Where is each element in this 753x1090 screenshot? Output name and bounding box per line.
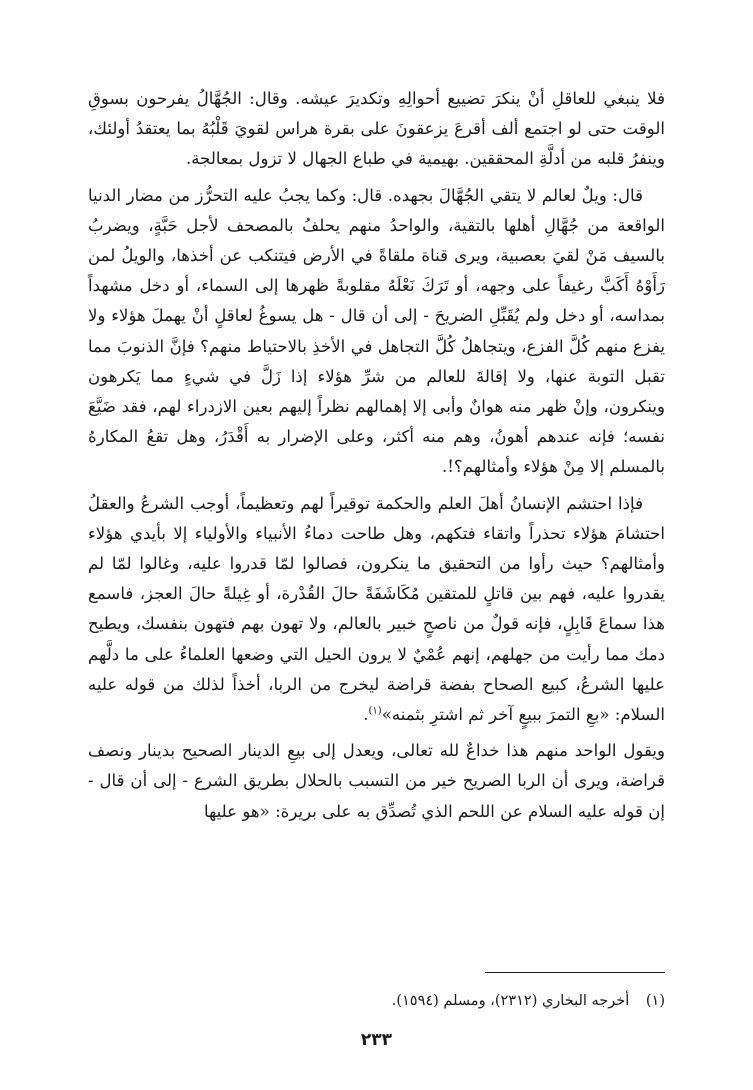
paragraph-1-text: فلا ينبغي للعاقلِ أنْ ينكرَ تضييع أحوالِهِ وتكديرَ عيشه. وقال: الجُهَّالُ يفرحون بسوقِ الوقت حتى لو اجتمع ألف أقرعَ يزعقونَ على بقرة هراس لقويَ قَلْبُهُ بما يعتقدُ أولئك، وينفرُ قلبه من أدلَّةِ المحققين. بهيمية في طباع الجهال لا تزول بمعالجة.	[88, 89, 665, 169]
paragraph-1	[88, 84, 665, 175]
footnote-divider	[485, 972, 665, 973]
paragraph-3-text: فإذا احتشم الإنسانُ أهلَ العلم والحكمة توقيراً لهم وتعظيماً، أوجب الشرعُ والعقلُ احتشامَ هؤلاء تحذراً واتقاء فتكهم، وهل طاحت دماءُ الأنبياء والأولياء إلا بأيدي هؤلاء وأمثالهم؟ حيث رأوا من التحقيق ما ينكرون، فصالوا لمّا قدروا عليه، وغالوا لمّا لم يقدروا عليه، فهم بين قاتلٍ للمتقين مُكَاشَفَةً حالَ القُدْرة، أو غِيلةً حالَ العجز، فاسمع هذا سماعَ قَابِلٍ، فإنه قولٌ من ناصحٍ خبير بالعالم، ولا تهون بهم فتهون بنفسك، ويطيح دمك مما رأيت من جهلهم، إنهم عُمْيٌ لا يرون الحيل التي وضعها العلماءُ على ما دلَّهم عليها الشرعُ، كبيع الصحاح بفضة قراضة ليخرج من الربا، أخذاً لذلك من قوله عليه السلام: «بعِ التمرَ ببيعٍ آخر ثم اشترِ بثمنه»	[88, 493, 665, 725]
page-number: ٢٣٣	[360, 1030, 393, 1050]
footnote-reference[interactable]: (١)	[368, 705, 382, 717]
paragraph-4	[88, 736, 665, 827]
paragraph-3	[88, 489, 665, 731]
footnote-text: أخرجه البخاري (٢٣١٢)، ومسلم (١٥٩٤).	[391, 993, 630, 1009]
footnote-number: (١)	[645, 993, 665, 1009]
footnote	[88, 990, 665, 1012]
main-text	[88, 84, 665, 833]
paragraph-2	[88, 181, 665, 483]
paragraph-2-text: قال: ويلٌ لعالم لا يتقي الجُهَّالَ بجهده. قال: وكما يجبُ عليه التحرُّز من مضار الدنيا الواقعة من جُهَّالِ أهلها بالتقية، والواحدُ منهم يحلفُ بالمصحف لأجل حَبَّةٍ، ويضربُ بالسيف مَنْ لقيَ بعصبية، ويرى قناة ملقاةً في الأرض فيتنكب عن أخذها، والويلُ لمن رَأَوْهُ أَكَبَّ رغيفاً على وجهه، أو تَرَكَ نَعْلَهُ مقلوبةً ظهرها إلى السماء، أو دخل مشهداً بمداسه، أو دخل ولم يُقَبِّلِ الضريحَ - إلى أن قال - هل يسوغُ لعاقلٍ أنْ يهملَ هؤلاء ولا يفزع منهم كُلَّ الفزع، ويتجاهلُ كُلَّ التجاهل في الأخذِ بالاحتياط منهم؟ فإنَّ الذنوبَ مما تقبل التوبة عنها، ولا إقالةَ للعالم من شرِّ هؤلاء إذا زَلَّ في شيءٍ مما يَكرهون وينكرون، وإنْ ظهر منه هوانٌ وأبى إلا إهمالهم نظراً إليهم بعين الازدراء لهم، فقد ضَيَّعَ نفسه؛ فإنه عندهم أهونُ، وهم منه أكثر، وعلى الإضرار به أَقْدَرُ، وهل تقعُ المكارهُ بالمسلم إلا مِنْ هؤلاء وأمثالهم؟!.	[88, 185, 665, 477]
paragraph-4-text: ويقول الواحد منهم هذا خداعٌ لله تعالى، ويعدل إلى بيعِ الدينار الصحيح بدينار ونصف قراضة، ويرى أن الربا الصريح خير من التسبب بالحلال بطريق الشرع - إلى أن قال - إن قوله عليه السلام عن اللحم الذي تُصدِّق به على بريرة: «هو عليها	[88, 741, 665, 821]
paragraph-3-tail: .	[363, 705, 369, 725]
